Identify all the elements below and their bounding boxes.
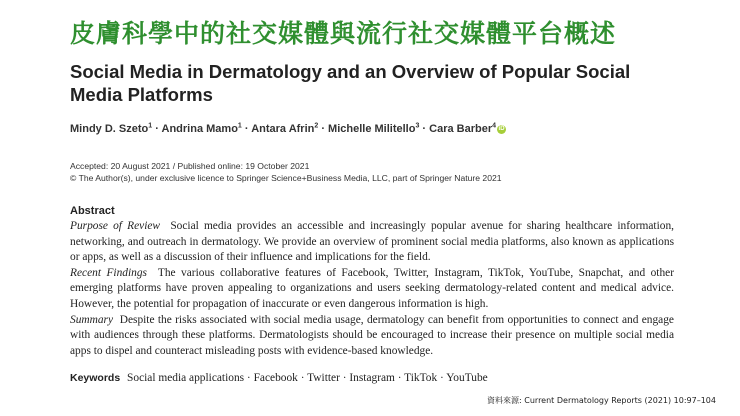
author-name: Antara Afrin: [251, 123, 315, 135]
abstract-paragraph: [70, 313, 674, 360]
abstract-section-label: Recent Findings: [70, 266, 147, 279]
publication-info: [70, 160, 502, 184]
abstract-section-text: The various collaborative features of Facebook, Twitter, Instagram, TikTok, YouTube, Snapchat, and other emerging platforms have proven appealing to organizations and users seeking dermatology-related content and medical advice. However, the potential for propagation of inaccurate or even dangerous information is high.: [70, 266, 674, 310]
author-separator: ·: [419, 123, 430, 135]
author-affiliation: 1: [237, 122, 242, 130]
author-list: [70, 123, 506, 135]
author-name: Cara Barber: [429, 123, 493, 135]
author-name: Andrina Mamo: [161, 123, 238, 135]
abstract-paragraph: [70, 219, 674, 266]
author-separator: ·: [318, 123, 329, 135]
author-separator: ·: [241, 123, 252, 135]
author-separator: ·: [152, 123, 162, 135]
source-citation: 資料來源: Current Dermatology Reports (2021) 10:97–104: [487, 396, 716, 405]
abstract-paragraph: [70, 266, 674, 313]
keywords-label: Keywords: [70, 372, 121, 384]
keywords: [70, 372, 488, 384]
accepted-date: Accepted: 20 August 2021 / Published online: 19 October 2021: [70, 161, 310, 171]
abstract-heading: Abstract: [70, 205, 115, 217]
keywords-list: Social media applications · Facebook · Twitter · Instagram · TikTok · YouTube: [127, 372, 488, 384]
author-name: Mindy D. Szeto: [70, 123, 149, 135]
author-affiliation: 1: [148, 122, 153, 130]
abstract-body: [70, 219, 674, 359]
abstract-section-text: Social media provides an accessible and increasingly popular avenue for sharing healthcare information, networking, and outreach in dermatology. We provide an overview of prominent social media platforms, also known as applications or apps, as well as a discussion of their influence and implications for the field.: [70, 220, 674, 264]
author-affiliation: 3: [415, 122, 420, 130]
author-affiliation: 4: [492, 122, 497, 130]
abstract-section-text: Despite the risks associated with social media usage, dermatology can benefit from opportunities to connect and engage with audiences through these platforms. Dermatologists should be encouraged to increase their presence on multiple social media apps to dispel and counteract misleading posts with evidence-based knowledge.: [70, 313, 674, 357]
abstract-section-label: Purpose of Review: [70, 220, 161, 232]
paper-title: Social Media in Dermatology and an Overview of Popular Social Media Platforms: [70, 61, 631, 105]
abstract-section-label: Summary: [70, 313, 114, 326]
orcid-icon[interactable]: iD: [498, 125, 505, 132]
chinese-title: 皮膚科學中的社交媒體與流行社交媒體平台概述: [70, 19, 617, 48]
copyright-notice: © The Author(s), under exclusive licence to Springer Science+Business Media, LLC, part of Springer Nature 2021: [70, 173, 502, 183]
author-name: Michelle Militello: [328, 123, 416, 135]
author-affiliation: 2: [314, 122, 319, 130]
